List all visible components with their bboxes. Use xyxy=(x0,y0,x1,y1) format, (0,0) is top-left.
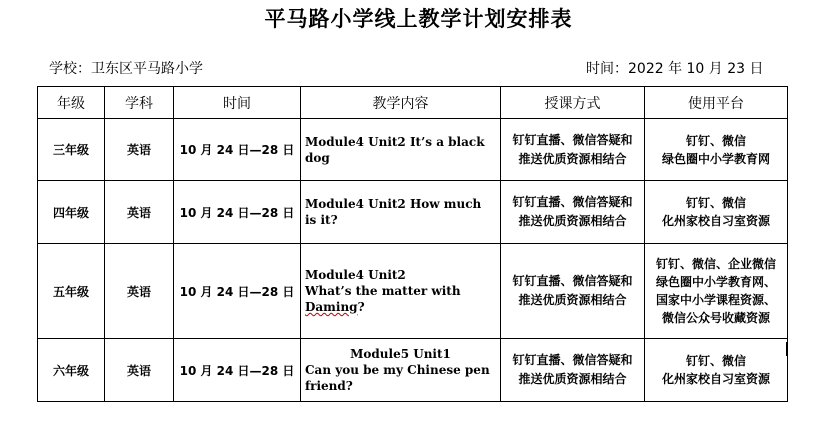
platform-line: 绿色圈中小学教育网 xyxy=(661,151,770,166)
schedule-table xyxy=(37,86,788,402)
header-platform: 使用平台 xyxy=(645,87,788,119)
method-line: 推送优质资源相结合 xyxy=(518,372,627,386)
platform-cell xyxy=(645,244,788,339)
content-line: friend? xyxy=(305,379,353,393)
method-line: 钉钉直播、微信答疑和 xyxy=(512,353,633,367)
platform-line: 微信公众号收藏资源 xyxy=(661,311,770,325)
content-line: Module4 Unit2 It’s a black dog xyxy=(305,134,485,165)
content-text: What’s the matter with xyxy=(305,284,461,298)
content-text: ? xyxy=(357,300,365,314)
method-cell xyxy=(501,119,645,181)
grade-cell: 五年级 xyxy=(38,244,105,339)
header-method: 授课方式 xyxy=(501,87,645,119)
content-line: Module4 Unit2 xyxy=(305,268,406,282)
table-row xyxy=(38,339,788,402)
header-time: 时间 xyxy=(174,87,301,119)
spellcheck-word[interactable]: Daming xyxy=(305,300,358,314)
method-cell xyxy=(501,339,645,402)
text-cursor xyxy=(786,342,788,356)
table-row xyxy=(38,244,788,339)
subject-cell: 英语 xyxy=(105,119,174,181)
content-cell xyxy=(301,119,501,181)
subject-cell: 英语 xyxy=(105,339,174,402)
time-cell: 10 月 24 日—28 日 xyxy=(174,244,301,339)
content-cell xyxy=(301,181,501,244)
method-line: 推送优质资源相结合 xyxy=(518,151,627,166)
time-cell: 10 月 24 日—28 日 xyxy=(174,181,301,244)
method-line: 钉钉直播、微信答疑和 xyxy=(512,195,633,209)
header-content: 教学内容 xyxy=(301,87,501,119)
table-row xyxy=(38,181,788,244)
grade-cell: 六年级 xyxy=(38,339,105,402)
header-grade: 年级 xyxy=(38,87,105,119)
method-line: 钉钉直播、微信答疑和 xyxy=(512,132,633,147)
platform-line: 国家中小学课程资源、 xyxy=(655,293,776,307)
content-cell xyxy=(301,244,501,339)
time-cell: 10 月 24 日—28 日 xyxy=(174,119,301,181)
platform-cell xyxy=(645,119,788,181)
content-cell xyxy=(301,339,501,402)
grade-cell: 三年级 xyxy=(38,119,105,181)
platform-line: 钉钉、微信 xyxy=(685,133,746,148)
time-cell: 10 月 24 日—28 日 xyxy=(174,339,301,402)
method-line: 推送优质资源相结合 xyxy=(518,293,627,307)
date-label: 时间：2022 年 10 月 23 日 xyxy=(586,61,764,77)
platform-cell xyxy=(645,181,788,244)
table-header-row xyxy=(38,87,788,119)
subject-cell: 英语 xyxy=(105,181,174,244)
grade-cell: 四年级 xyxy=(38,181,105,244)
table-row xyxy=(38,119,788,181)
platform-line: 钉钉、微信 xyxy=(685,354,746,368)
method-cell xyxy=(501,181,645,244)
school-label: 学校：卫东区平马路小学 xyxy=(49,61,203,77)
method-line: 推送优质资源相结合 xyxy=(518,214,627,228)
content-line: Module4 Unit2 How much is it? xyxy=(305,197,482,227)
platform-line: 绿色圈中小学教育网、 xyxy=(655,275,776,289)
document-title: 平马路小学线上教学计划安排表 xyxy=(264,7,573,31)
content-line: Module5 Unit1 xyxy=(350,347,451,361)
content-line: Can you be my Chinese pen xyxy=(305,363,490,377)
platform-line: 钉钉、微信 xyxy=(685,196,746,210)
platform-line: 化州家校自习室资源 xyxy=(661,372,770,386)
platform-line: 化州家校自习室资源 xyxy=(661,214,770,228)
method-line: 钉钉直播、微信答疑和 xyxy=(512,274,633,288)
method-cell xyxy=(501,244,645,339)
header-subject: 学科 xyxy=(105,87,174,119)
platform-line: 钉钉、微信、企业微信 xyxy=(655,257,776,271)
platform-cell xyxy=(645,339,788,402)
content-line xyxy=(305,283,496,315)
subject-cell: 英语 xyxy=(105,244,174,339)
